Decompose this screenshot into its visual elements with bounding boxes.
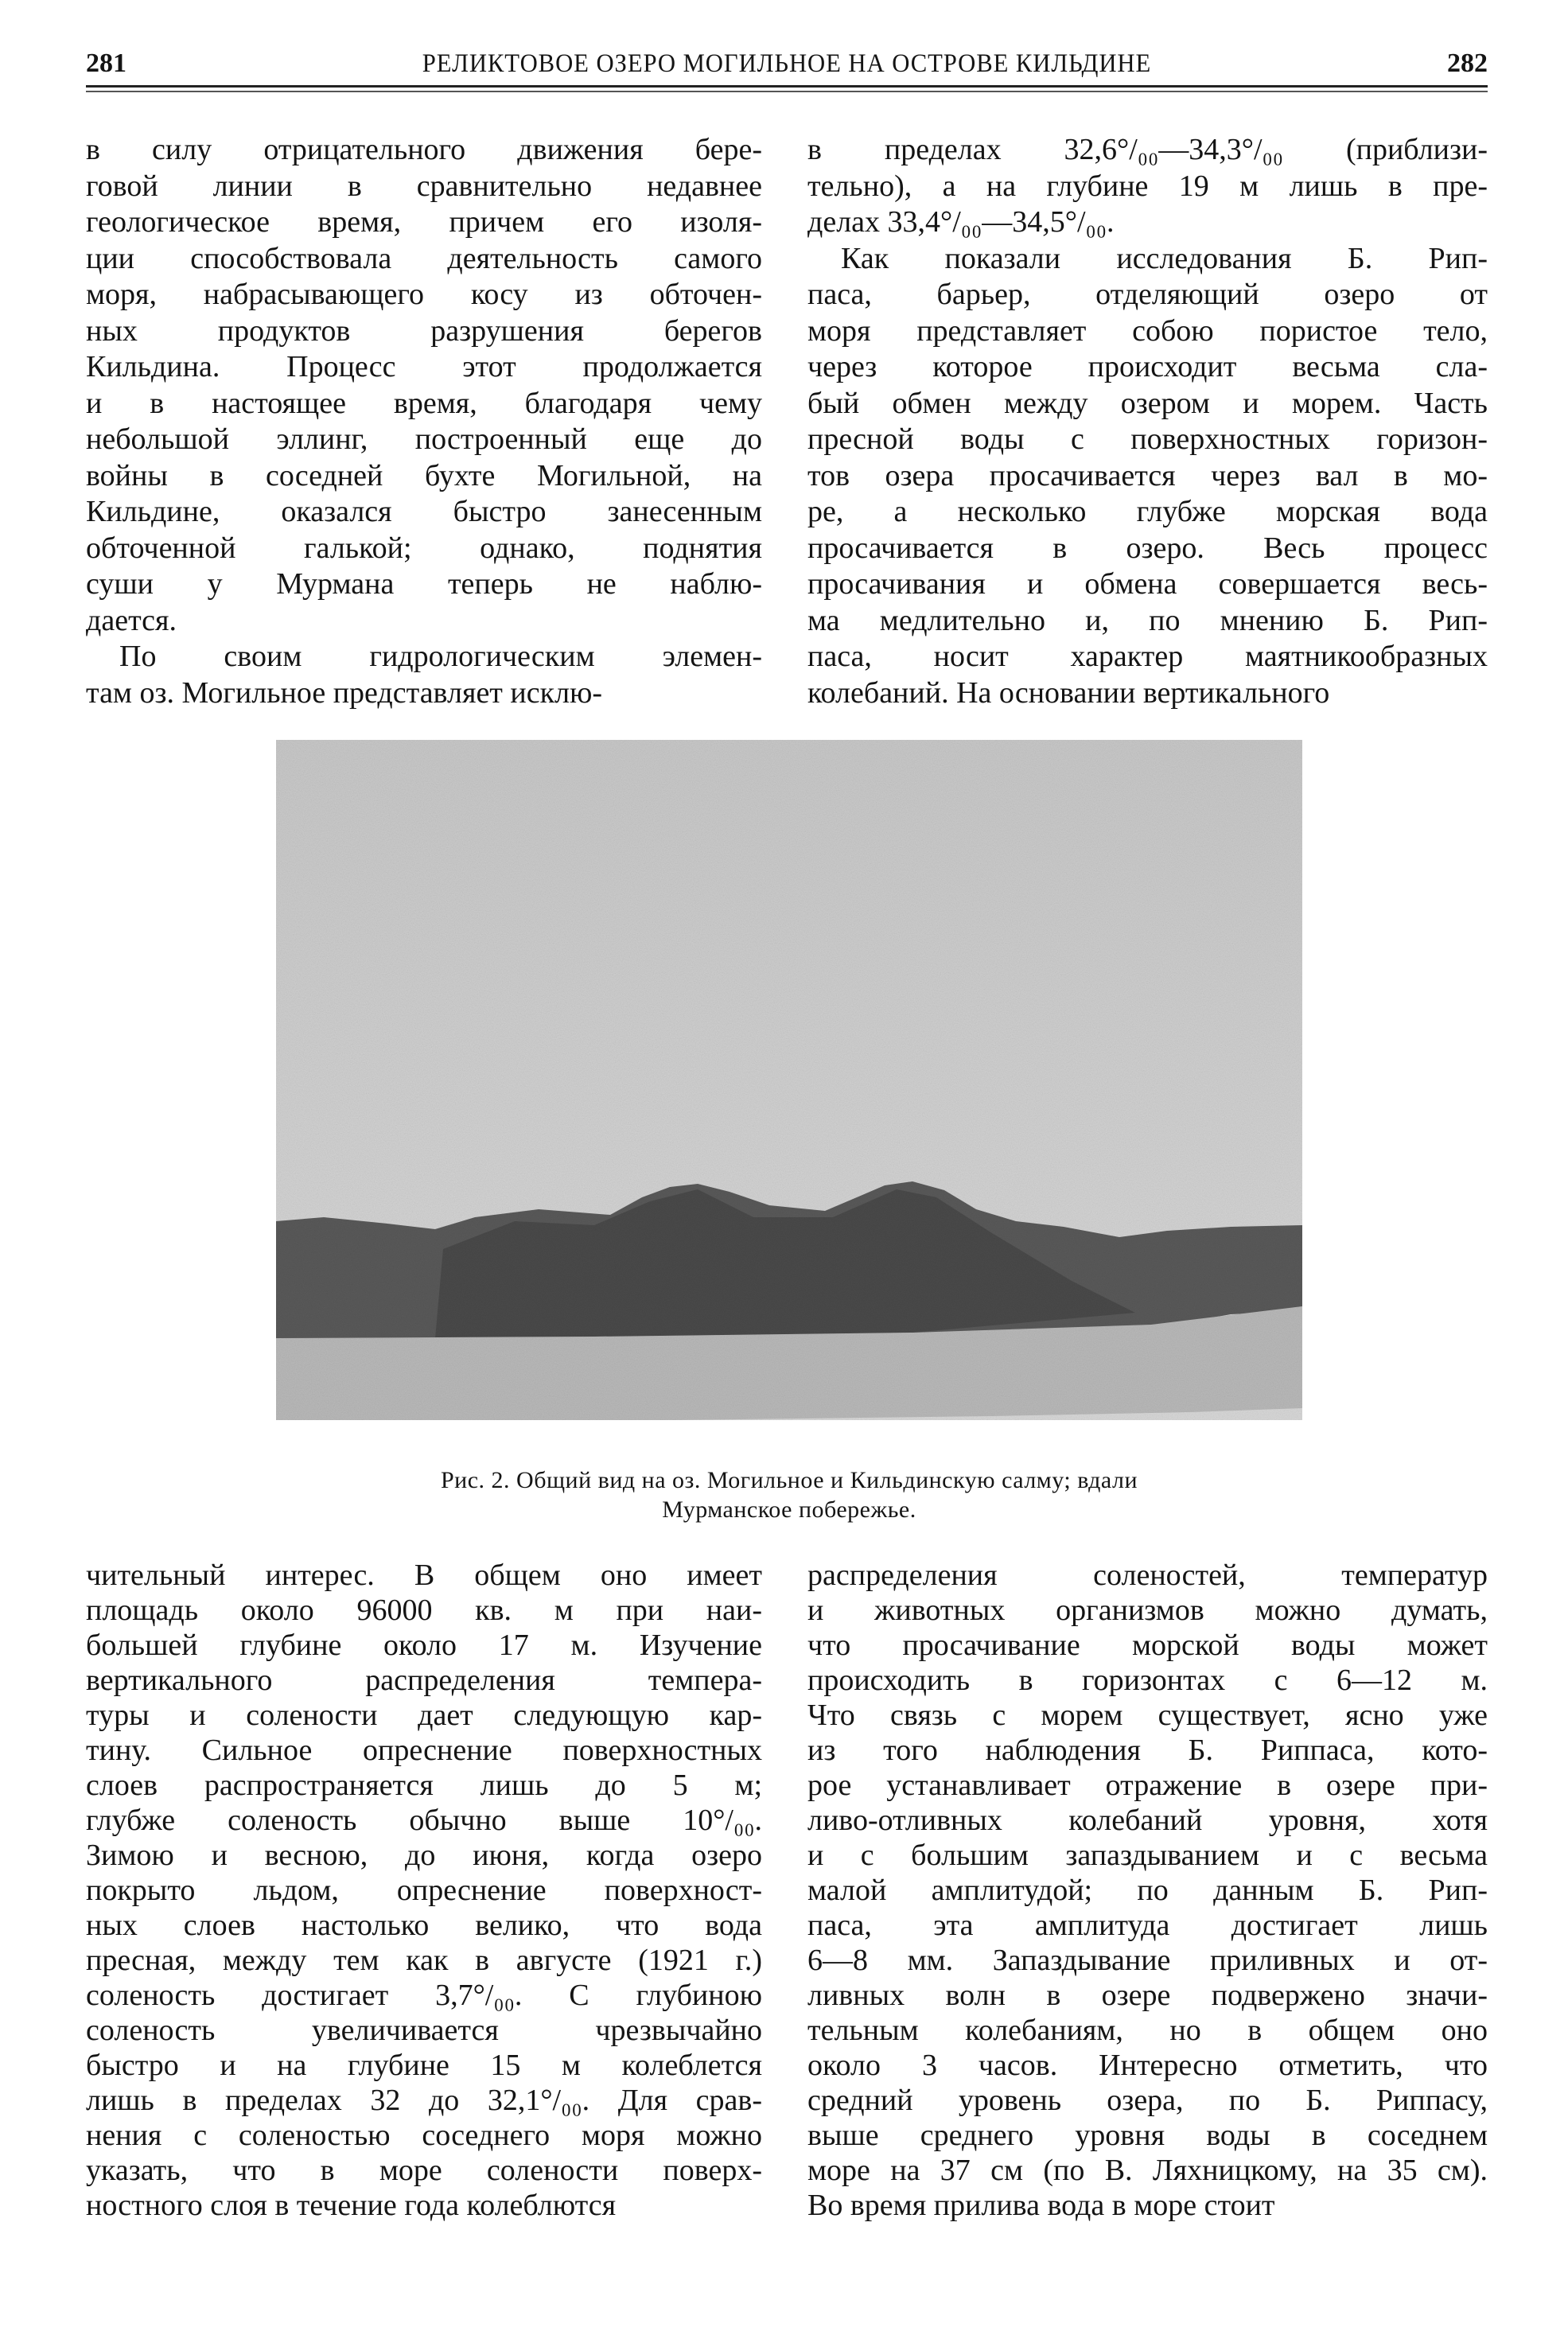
- text-line: соленость увеличивается чрезвычайно: [86, 2014, 762, 2047]
- text-line: ливных волн в озере подвержено значи-: [807, 1979, 1488, 2012]
- text-line: быстро и на глубине 15 м колеблется: [86, 2049, 762, 2082]
- text-line: и животных организмов можно думать,: [807, 1594, 1488, 1627]
- text-line: выше среднего уровня воды в соседнем: [807, 2119, 1488, 2152]
- text-line: просачивания и обмена совершается весь-: [807, 567, 1488, 601]
- text-line: малой амплитудой; по данным Б. Рип-: [807, 1874, 1488, 1907]
- running-header: [86, 46, 1488, 84]
- text-line: моря, набрасывающего косу из обточен-: [86, 278, 762, 311]
- page-number-left: 281: [86, 49, 126, 78]
- text-line: ре, а несколько глубже морская вода: [807, 495, 1488, 528]
- text-line: ных слоев настолько велико, что вода: [86, 1909, 762, 1942]
- text-line: паса, носит характер маятникообразных: [807, 640, 1488, 673]
- text-line: указать, что в море солености поверх-: [86, 2154, 762, 2187]
- text-line: глубже соленость обычно выше 10°/₀₀.: [86, 1804, 762, 1837]
- text-line: ма медлительно и, по мнению Б. Рип-: [807, 603, 1488, 637]
- text-line: ных продуктов разрушения берегов: [86, 313, 762, 348]
- text-line: распределения соленостей, температур: [807, 1559, 1488, 1592]
- text-line: в пределах 32,6°/₀₀—34,3°/₀₀ (приблизи-: [807, 133, 1488, 166]
- text-line: тельно), а на глубине 19 м лишь в пре-: [807, 169, 1488, 203]
- text-line: из того наблюдения Б. Риппаса, кото-: [807, 1734, 1488, 1767]
- text-line: площадь около 96000 кв. м при наи-: [86, 1594, 762, 1627]
- page-number-right: 282: [1447, 49, 1488, 78]
- text-line: тов озера просачивается через вал в мо-: [807, 458, 1488, 492]
- text-line: небольшой эллинг, построенный еще до: [86, 422, 762, 456]
- header-rule: [86, 85, 1488, 88]
- text-line: Во время прилива вода в море стоит: [807, 2189, 1275, 2222]
- column-right-top: [807, 132, 1488, 711]
- text-line: и в настоящее время, благодаря чему: [86, 386, 762, 420]
- text-line: делах 33,4°/₀₀—34,5°/₀₀.: [807, 205, 1115, 239]
- text-line: ностного слоя в течение года колеблются: [86, 2189, 617, 2222]
- column-left-bottom: [86, 1558, 762, 2223]
- text-line: ливо-отливных колебаний уровня, хотя: [807, 1804, 1488, 1837]
- text-line: Кильдина. Процесс этот продолжается: [86, 350, 762, 383]
- text-line: войны в соседней бухте Могильной, на: [86, 458, 762, 492]
- text-line: туры и солености дает следующую кар-: [86, 1699, 762, 1732]
- text-line: слоев распространяется лишь до 5 м;: [86, 1769, 762, 1802]
- text-line: пресной воды с поверхностных горизон-: [807, 422, 1488, 456]
- text-line: пресная, между тем как в августе (1921 г.): [86, 1944, 762, 1977]
- text-line: что просачивание морской воды может: [807, 1629, 1488, 1662]
- text-line: в силу отрицательного движения бере-: [86, 133, 762, 166]
- text-line: происходить в горизонтах с 6—12 м.: [807, 1664, 1488, 1697]
- column-left-top: [86, 132, 762, 711]
- text-line: Что связь с морем существует, ясно уже: [807, 1699, 1488, 1732]
- text-line: покрыто льдом, опреснение поверхност-: [86, 1874, 762, 1907]
- text-line: ции способствовала деятельность самого: [86, 241, 762, 275]
- figure-photo: [276, 740, 1302, 1420]
- text-line: бый обмен между озером и морем. Часть: [807, 386, 1488, 420]
- text-line: через которое происходит весьма сла-: [807, 350, 1488, 383]
- text-line: 6—8 мм. Запаздывание приливных и от-: [807, 1944, 1488, 1977]
- text-line: нения с соленостью соседнего моря можно: [86, 2119, 762, 2152]
- text-line: средний уровень озера, по Б. Риппасу,: [807, 2084, 1488, 2117]
- text-line: около 3 часов. Интересно отметить, что: [807, 2049, 1488, 2082]
- text-line: море на 37 см (по В. Ляхницкому, на 35 см).: [807, 2154, 1488, 2187]
- text-line: Зимою и весною, до июня, когда озеро: [86, 1839, 762, 1872]
- text-line: рое устанавливает отражение в озере при-: [807, 1769, 1488, 1802]
- text-line: тину. Сильное опреснение поверхностных: [86, 1734, 762, 1767]
- column-right-bottom: [807, 1558, 1488, 2223]
- text-line: дается.: [86, 603, 177, 637]
- text-line: Кильдине, оказался быстро занесенным: [86, 495, 762, 528]
- text-line: По своим гидрологическим элемен-: [119, 640, 762, 673]
- text-line: чительный интерес. В общем оно имеет: [86, 1559, 762, 1592]
- caption-line-1: Рис. 2. Общий вид на оз. Могильное и Кильдинскую салму; вдали: [440, 1467, 1138, 1493]
- text-line: соленость достигает 3,7°/₀₀. С глубиною: [86, 1979, 762, 2012]
- text-line: суши у Мурмана теперь не наблю-: [86, 567, 762, 601]
- text-line: тельным колебаниям, но в общем оно: [807, 2014, 1488, 2047]
- text-line: и с большим запаздыванием и с весьма: [807, 1839, 1488, 1872]
- text-line: паса, барьер, отделяющий озеро от: [807, 278, 1488, 311]
- text-line: просачивается в озеро. Весь процесс: [807, 531, 1488, 565]
- lake-landscape-image: [276, 740, 1302, 1420]
- figure-caption: [276, 1465, 1302, 1524]
- text-line: геологическое время, причем его изоля-: [86, 205, 762, 239]
- caption-line-2: Мурманское побережье.: [662, 1496, 916, 1523]
- running-title: РЕЛИКТОВОЕ ОЗЕРО МОГИЛЬНОЕ НА ОСТРОВЕ КИЛЬДИНЕ: [422, 49, 1152, 78]
- text-line: обточенной галькой; однако, поднятия: [86, 531, 762, 565]
- text-line: вертикального распределения темпера-: [86, 1664, 762, 1697]
- text-line: Как показали исследования Б. Рип-: [841, 241, 1488, 275]
- text-line: там оз. Могильное представляет исклю-: [86, 675, 603, 710]
- text-line: моря представляет собою пористое тело,: [807, 313, 1488, 348]
- text-line: говой линии в сравнительно недавнее: [86, 169, 762, 203]
- text-line: лишь в пределах 32 до 32,1°/₀₀. Для срав-: [86, 2084, 762, 2117]
- text-line: большей глубине около 17 м. Изучение: [86, 1629, 762, 1662]
- header-rule-secondary: [86, 91, 1488, 92]
- text-line: колебаний. На основании вертикального: [807, 675, 1330, 710]
- text-line: паса, эта амплитуда достигает лишь: [807, 1909, 1488, 1942]
